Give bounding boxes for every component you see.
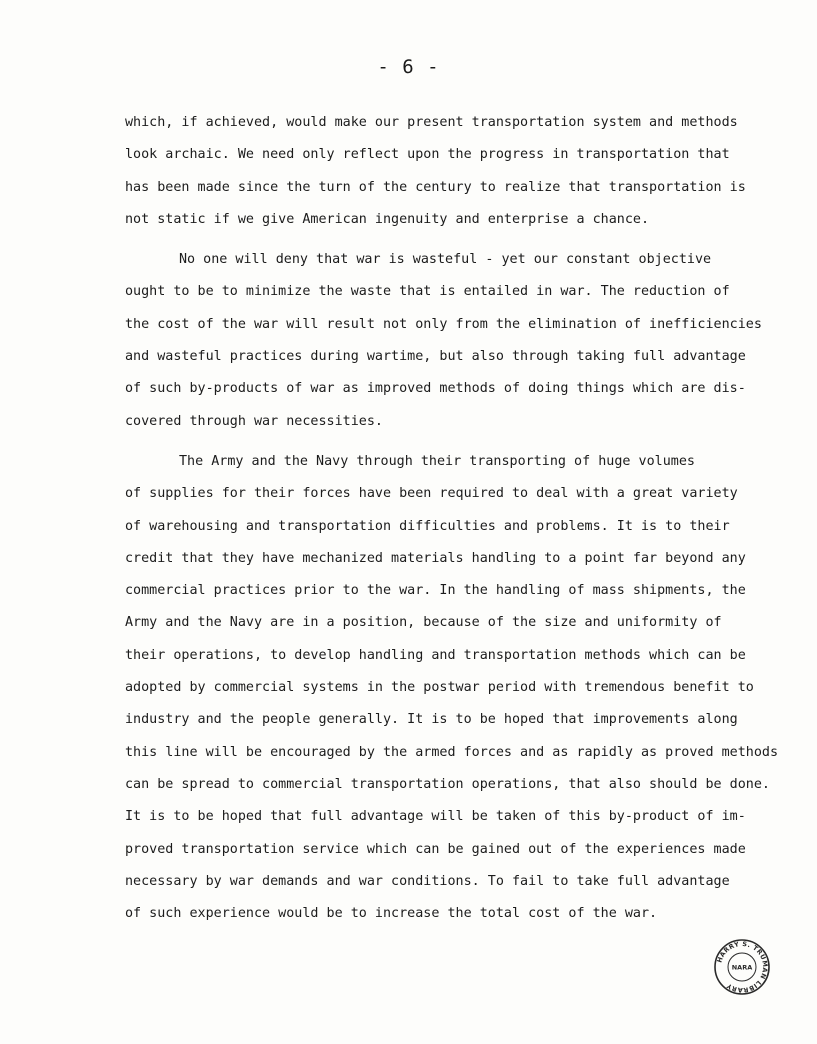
text-line: their operations, to develop handling and transportation methods which can be: [125, 647, 746, 663]
text-line: commercial practices prior to the war. In the handling of mass shipments, the: [125, 583, 746, 599]
text-line: necessary by war demands and war conditions. To fail to take full advantage: [125, 873, 730, 889]
text-line: of such experience would be to increase the total cost of the war.: [125, 906, 658, 922]
paragraph-gap: [125, 438, 765, 446]
text-line: look archaic. We need only reflect upon the progress in transportation that: [125, 147, 730, 163]
archive-seal-stamp: [713, 938, 771, 996]
text-line: which, if achieved, would make our present transportation system and methods: [125, 115, 738, 130]
text-line: It is to be hoped that full advantage will be taken of this by-product of im-: [125, 809, 746, 825]
body-text: [125, 107, 779, 930]
text-line: ought to be to minimize the waste that is entailed in war. The reduction of: [125, 284, 730, 300]
text-line: credit that they have mechanized materials handling to a point far beyond any: [125, 550, 746, 566]
text-line: of such by-products of war as improved methods of doing things which are dis-: [125, 381, 746, 397]
paragraph-2: [125, 244, 765, 438]
paragraph-gap: [125, 236, 765, 244]
text-line: No one will deny that war is wasteful - yet our constant objective: [179, 252, 712, 268]
text-line: has been made since the turn of the century to realize that transportation is: [125, 179, 746, 195]
text-line: The Army and the Navy through their transporting of huge volumes: [179, 453, 695, 469]
text-line: the cost of the war will result not only from the elimination of inefficiencies: [125, 316, 762, 332]
text-line: not static if we give American ingenuity and enterprise a chance.: [125, 211, 650, 227]
paragraph-3: [125, 446, 779, 930]
text-line: proved transportation service which can be gained out of the experiences made: [125, 841, 746, 857]
text-line: and wasteful practices during wartime, but also through taking full advantage: [125, 349, 746, 365]
svg-text:NARA: NARA: [731, 963, 753, 972]
page-number: - 6 -: [377, 56, 440, 78]
text-line: this line will be encouraged by the armed forces and as rapidly as proved methods: [125, 744, 779, 760]
text-line: can be spread to commercial transportation operations, that also should be done.: [125, 776, 770, 792]
seal-icon: [713, 938, 771, 996]
svg-text:HARRY S. TRUMAN LIBRARY: HARRY S. TRUMAN LIBRARY: [715, 939, 770, 995]
text-line: of warehousing and transportation difficulties and problems. It is to their: [125, 518, 730, 534]
text-line: adopted by commercial systems in the postwar period with tremendous benefit to: [125, 680, 754, 696]
text-line: Army and the Navy are in a position, because of the size and uniformity of: [125, 615, 722, 631]
paragraph-1: [125, 107, 765, 236]
text-line: covered through war necessities.: [125, 413, 383, 429]
text-line: industry and the people generally. It is to be hoped that improvements along: [125, 712, 738, 728]
text-line: of supplies for their forces have been required to deal with a great variety: [125, 486, 738, 502]
